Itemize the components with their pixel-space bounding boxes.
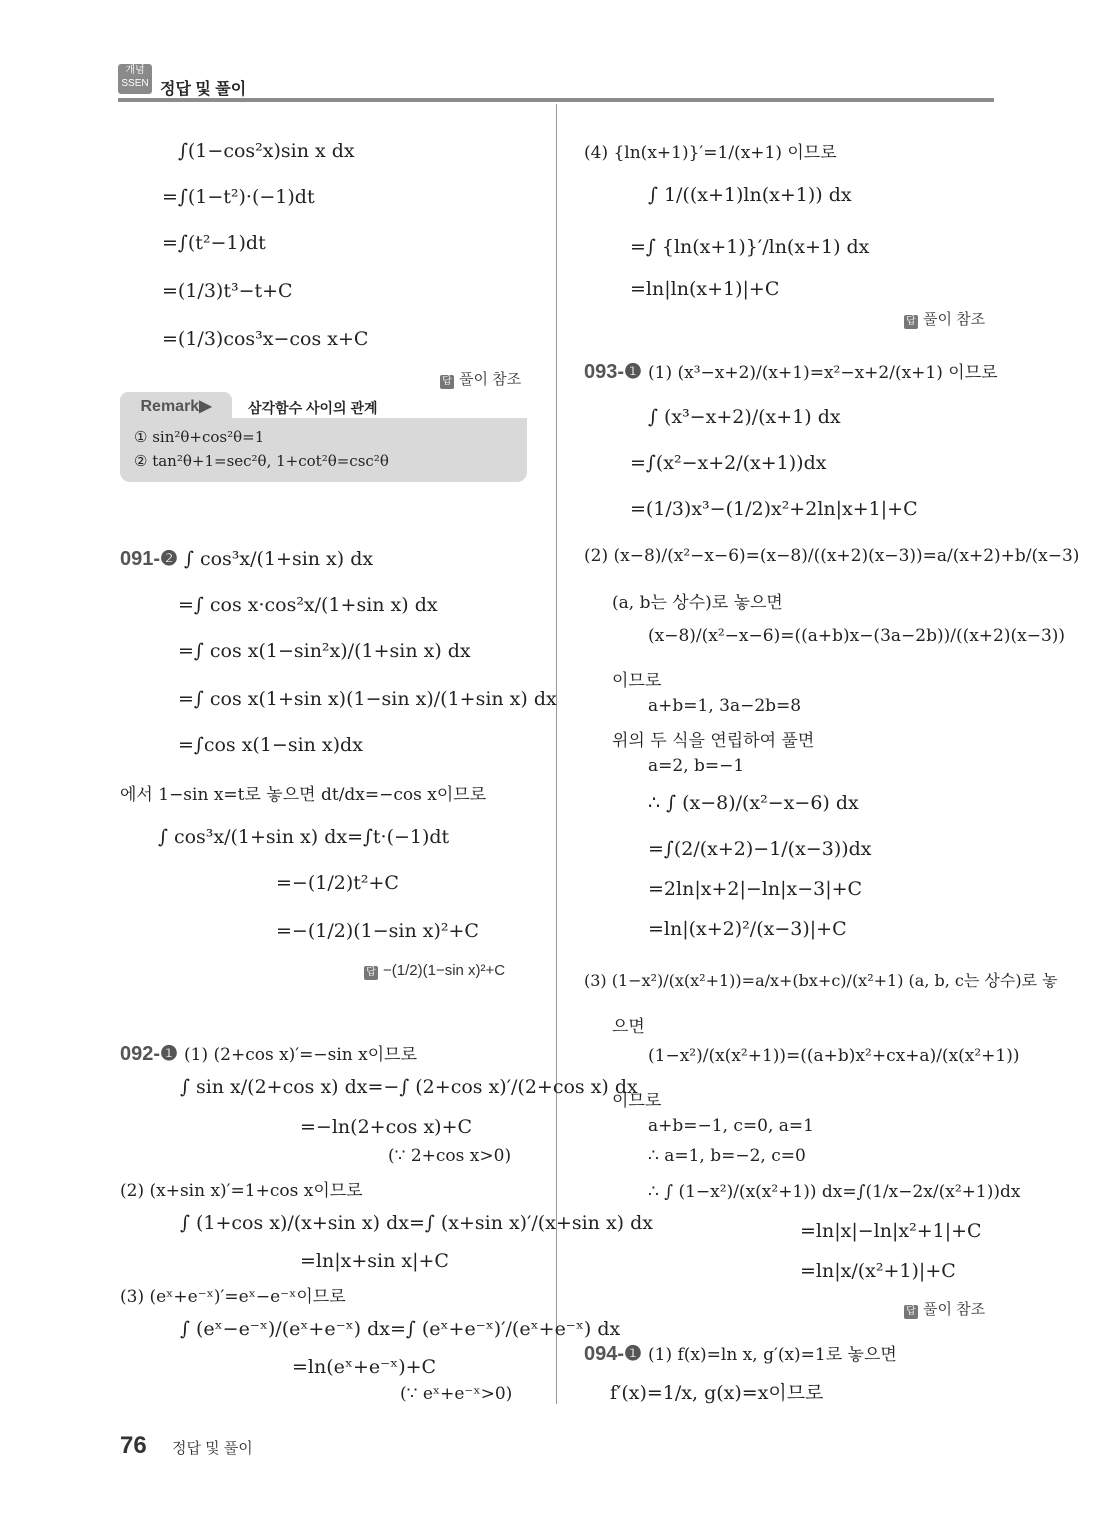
- remark-title: 삼각함수 사이의 관계: [248, 400, 378, 416]
- answer-note: 답 풀이 참조: [904, 308, 985, 329]
- eq-line: a=2, b=−1: [648, 756, 745, 776]
- answer-icon: 답: [904, 315, 918, 329]
- problem-label: 091-❷: [120, 548, 178, 570]
- eq-line: ∫ 1/((x+1)ln(x+1)) dx: [648, 184, 852, 206]
- problem-label: 093-❶: [584, 361, 642, 383]
- text-line: 이므로: [612, 671, 662, 691]
- text-line: (4) {ln(x+1)}′=1/(x+1) 이므로: [584, 143, 837, 163]
- eq-line: ∫ sin x/(2+cos x) dx=−∫ (2+cos x)′/(2+cos x) dx: [180, 1076, 638, 1098]
- eq-line: =∫ cos x(1−sin²x)/(1+sin x) dx: [178, 640, 471, 662]
- eq-line: ∫ (1+cos x)/(x+sin x) dx=∫ (x+sin x)′/(x+sin x) dx: [180, 1212, 654, 1234]
- eq-line: =−(1/2)t²+C: [276, 872, 399, 894]
- problem-091: 091-❷ ∫ cos³x/(1+sin x) dx: [120, 548, 374, 570]
- page-number: 76: [120, 1432, 147, 1459]
- header-rule: [118, 98, 994, 102]
- column-divider: [556, 104, 557, 1404]
- page-header: [118, 64, 994, 104]
- answer-icon: 답: [904, 1305, 918, 1319]
- answer-note: 답 풀이 참조: [904, 1298, 985, 1319]
- problem-094: 094-❶ (1) f(x)=ln x, g′(x)=1로 놓으면: [584, 1343, 897, 1365]
- eq-line: (2) (x−8)/(x²−x−6)=(x−8)/((x+2)(x−3))=a/(x+2)+b/(x−3): [584, 546, 1080, 566]
- eq-line: =∫ cos x(1+sin x)(1−sin x)/(1+sin x) dx: [178, 688, 557, 710]
- eq-line: ∫ (x³−x+2)/(x+1) dx: [648, 406, 841, 428]
- text-line: 에서 1−sin x=t로 놓으면 dt/dx=−cos x이므로: [120, 785, 487, 805]
- remark-line: ① sin²θ+cos²θ=1: [134, 428, 265, 446]
- eq-line: =2ln|x+2|−ln|x−3|+C: [648, 878, 863, 900]
- remark-tag: Remark▶: [120, 392, 232, 422]
- eq-line: =−(1/2)(1−sin x)²+C: [276, 920, 479, 942]
- eq-line: =ln|x+sin x|+C: [300, 1250, 449, 1272]
- eq-line: =−ln(2+cos x)+C: [300, 1116, 473, 1138]
- eq-line: ∫(1−cos²x)sin x dx: [178, 140, 355, 162]
- eq-line: =ln|x/(x²+1)|+C: [800, 1260, 956, 1282]
- answer-note: 답 풀이 참조: [440, 368, 521, 389]
- eq-line: ∫ (eˣ−e⁻ˣ)/(eˣ+e⁻ˣ) dx=∫ (eˣ+e⁻ˣ)′/(eˣ+e⁻ˣ) dx: [180, 1318, 621, 1340]
- text-line: 으면: [612, 1017, 645, 1037]
- eq-line: (3) (1−x²)/(x(x²+1))=a/x+(bx+c)/(x²+1) (a, b, c는 상수)로 놓: [584, 971, 1058, 990]
- eq-line: =(1/3)cos³x−cos x+C: [162, 328, 369, 350]
- eq-line: ∴ ∫ (x−8)/(x²−x−6) dx: [648, 792, 859, 814]
- eq-line: (∵ 2+cos x>0): [388, 1146, 512, 1166]
- eq-line: =ln(eˣ+e⁻ˣ)+C: [292, 1356, 437, 1378]
- eq-line: ∴ ∫ (1−x²)/(x(x²+1)) dx=∫(1/x−2x/(x²+1))dx: [648, 1182, 1021, 1202]
- eq-line: =∫(t²−1)dt: [162, 232, 266, 254]
- text-line: (2) (x+sin x)′=1+cos x이므로: [120, 1181, 363, 1201]
- remark-box: [120, 392, 527, 482]
- eq-line: a+b=−1, c=0, a=1: [648, 1116, 814, 1136]
- eq-line: =∫cos x(1−sin x)dx: [178, 734, 363, 756]
- answer-icon: 답: [364, 966, 378, 980]
- eq-line: =∫(x²−x+2/(x+1))dx: [630, 452, 827, 474]
- text-line: (3) (eˣ+e⁻ˣ)′=eˣ−e⁻ˣ이므로: [120, 1287, 346, 1307]
- eq-line: a+b=1, 3a−2b=8: [648, 696, 802, 716]
- problem-label: 092-❶: [120, 1043, 178, 1065]
- header-title: 정답 및 풀이: [160, 81, 247, 98]
- eq-line: (x−8)/(x²−x−6)=((a+b)x−(3a−2b))/((x+2)(x−3)): [648, 626, 1066, 646]
- eq-line: ∴ a=1, b=−2, c=0: [648, 1146, 806, 1166]
- text-line: 위의 두 식을 연립하여 풀면: [612, 731, 815, 751]
- problem-093: 093-❶ (1) (x³−x+2)/(x+1)=x²−x+2/(x+1) 이므로: [584, 361, 998, 383]
- brand-logo: 개념 SSEN: [118, 64, 152, 94]
- footer-text: 정답 및 풀이: [172, 1440, 253, 1457]
- eq-line: =(1/3)x³−(1/2)x²+2ln|x+1|+C: [630, 498, 918, 520]
- eq-line: (1−x²)/(x(x²+1))=((a+b)x²+cx+a)/(x(x²+1)): [648, 1046, 1020, 1066]
- eq-line: =ln|x|−ln|x²+1|+C: [800, 1220, 982, 1242]
- eq-line: =ln|ln(x+1)|+C: [630, 278, 780, 300]
- answer-note: 답 −(1/2)(1−sin x)²+C: [364, 962, 505, 980]
- eq-line: =∫ cos x·cos²x/(1+sin x) dx: [178, 594, 438, 616]
- text-line: 이므로: [612, 1091, 662, 1111]
- problem-092: 092-❶ (1) (2+cos x)′=−sin x이므로: [120, 1043, 418, 1065]
- eq-line: =∫(2/(x+2)−1/(x−3))dx: [648, 838, 872, 860]
- answer-icon: 답: [440, 375, 454, 389]
- eq-line: =∫(1−t²)·(−1)dt: [162, 186, 315, 208]
- eq-line: (∵ eˣ+e⁻ˣ>0): [400, 1384, 513, 1404]
- eq-line: f′(x)=1/x, g(x)=x이므로: [610, 1382, 824, 1404]
- problem-label: 094-❶: [584, 1343, 642, 1365]
- remark-line: ② tan²θ+1=sec²θ, 1+cot²θ=csc²θ: [134, 452, 389, 470]
- eq-line: =∫ {ln(x+1)}′/ln(x+1) dx: [630, 236, 870, 258]
- text-line: (a, b는 상수)로 놓으면: [612, 593, 783, 613]
- eq-line: =ln|(x+2)²/(x−3)|+C: [648, 918, 847, 940]
- eq-line: =(1/3)t³−t+C: [162, 280, 293, 302]
- eq-line: ∫ cos³x/(1+sin x) dx=∫t·(−1)dt: [158, 826, 450, 848]
